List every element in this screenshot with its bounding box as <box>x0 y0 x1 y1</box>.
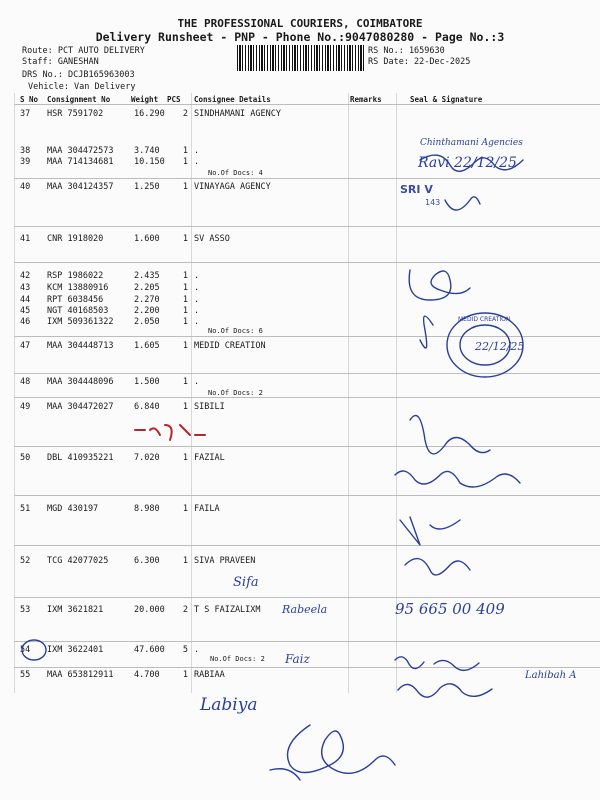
cell-sno: 54 <box>20 645 31 655</box>
cell-consignee: FAZIAL <box>194 453 225 463</box>
vehicle-label: Vehicle: Van Delivery <box>28 82 136 92</box>
cell-consignee: FAILA <box>194 504 220 514</box>
cell-consignment: MGD 430197 <box>47 504 99 514</box>
cell-weight: 8.980 <box>134 504 160 514</box>
cell-consignee: SV ASSO <box>194 234 230 244</box>
cell-sno: 43 <box>20 283 31 293</box>
handwriting-sifa: Sifa <box>233 575 259 590</box>
cell-pcs: 2 <box>182 109 188 119</box>
cell-sno: 52 <box>20 556 31 566</box>
cell-consignee: . <box>194 283 200 293</box>
cell-consignment: MAA 714134681 <box>47 157 114 167</box>
cell-sno: 39 <box>20 157 31 167</box>
cell-pcs: 2 <box>182 605 188 615</box>
cell-consignment: HSR 7591702 <box>47 109 104 119</box>
cell-pcs: 1 <box>182 317 188 327</box>
cell-weight: 7.020 <box>134 453 160 463</box>
cell-consignee: SIVA PRAVEEN <box>194 556 256 566</box>
cell-pcs: 1 <box>182 146 188 156</box>
route-label: Route: PCT AUTO DELIVERY <box>22 46 145 56</box>
drs-number: DRS No.: DCJB165963003 <box>22 70 135 80</box>
handwriting-lahibah: Lahibah A <box>525 670 577 681</box>
cell-consignment: MAA 304472027 <box>47 402 114 412</box>
cell-consignment: RPT 6038456 <box>47 295 104 305</box>
cell-consignment: TCG 42077025 <box>47 556 109 566</box>
cell-consignee: SINDHAMANI AGENCY <box>194 109 281 119</box>
staff-label: Staff: GANESHAN <box>22 57 99 67</box>
cell-consignee: . <box>194 295 200 305</box>
handwriting-chinthamani: Chinthamani Agencies <box>420 138 523 148</box>
signature-stroke <box>445 197 480 210</box>
red-mark <box>150 425 190 440</box>
cell-weight: 1.605 <box>134 341 160 351</box>
handwriting-labiya: Labiya <box>200 695 258 715</box>
cell-consignment: IXM 509361322 <box>47 317 114 327</box>
cell-consignee: . <box>194 271 200 281</box>
cell-sno: 46 <box>20 317 31 327</box>
cell-sno: 45 <box>20 306 31 316</box>
cell-pcs: 1 <box>182 295 188 305</box>
signature-stroke <box>405 559 470 575</box>
docs-count: No.Of Docs: 2 <box>210 655 265 663</box>
cell-pcs: 1 <box>182 670 188 680</box>
cell-consignee: SIBILI <box>194 402 225 412</box>
signature-stroke <box>288 725 396 773</box>
cell-consignment: MAA 304472573 <box>47 146 114 156</box>
cell-pcs: 1 <box>182 341 188 351</box>
cell-weight: 6.840 <box>134 402 160 412</box>
cell-pcs: 1 <box>182 283 188 293</box>
cell-consignee: VINAYAGA AGENCY <box>194 182 271 192</box>
cell-sno: 50 <box>20 453 31 463</box>
cell-consignee: . <box>194 306 200 316</box>
rs-number: RS No.: 1659630 <box>368 46 445 56</box>
cell-consignment: CNR 1918020 <box>47 234 104 244</box>
handwriting-faiz: Faiz <box>285 652 310 666</box>
cell-consignment: MAA 304124357 <box>47 182 114 192</box>
cell-weight: 1.600 <box>134 234 160 244</box>
sno-circle <box>22 640 46 660</box>
cell-weight: 2.050 <box>134 317 160 327</box>
docs-count: No.Of Docs: 4 <box>208 169 263 177</box>
signature-stroke <box>398 684 492 697</box>
cell-sno: 49 <box>20 402 31 412</box>
cell-weight: 3.740 <box>134 146 160 156</box>
cell-weight: 1.500 <box>134 377 160 387</box>
cell-consignment: RSP 1986022 <box>47 271 104 281</box>
cell-weight: 2.200 <box>134 306 160 316</box>
cell-pcs: 1 <box>182 157 188 167</box>
handwriting-rabeela: Rabeela <box>282 603 328 616</box>
signature-stroke <box>420 316 433 348</box>
cell-sno: 40 <box>20 182 31 192</box>
cell-pcs: 1 <box>182 402 188 412</box>
cell-weight: 10.150 <box>134 157 165 167</box>
cell-pcs: 1 <box>182 377 188 387</box>
docs-count: No.Of Docs: 2 <box>208 389 263 397</box>
cell-consignment: DBL 410935221 <box>47 453 114 463</box>
cell-consignee: . <box>194 645 200 655</box>
rs-date: RS Date: 22-Dec-2025 <box>368 57 471 67</box>
cell-weight: 2.205 <box>134 283 160 293</box>
cell-pcs: 1 <box>182 504 188 514</box>
col-sno: S No <box>20 95 39 104</box>
cell-consignment: MAA 653812911 <box>47 670 114 680</box>
signature-stroke <box>400 517 460 545</box>
cell-pcs: 1 <box>182 234 188 244</box>
col-remarks: Remarks <box>350 95 382 104</box>
col-consignee: Consignee Details <box>194 95 271 104</box>
cell-consignment: NGT 40168503 <box>47 306 109 316</box>
cell-sno: 55 <box>20 670 31 680</box>
signature-stroke <box>409 270 470 300</box>
cell-weight: 1.250 <box>134 182 160 192</box>
cell-sno: 51 <box>20 504 31 514</box>
cell-consignment: KCM 13880916 <box>47 283 109 293</box>
cell-consignee: . <box>194 146 200 156</box>
docs-count: No.Of Docs: 6 <box>208 327 263 335</box>
handwriting-ravi-date: Ravi 22/12/25 <box>418 155 517 171</box>
cell-sno: 53 <box>20 605 31 615</box>
col-consignment: Consignment No <box>47 95 111 104</box>
runsheet-title: Delivery Runsheet - PNP - Phone No.:9047080280 - Page No.:3 <box>95 30 505 44</box>
cell-weight: 6.300 <box>134 556 160 566</box>
stamp-sri-v: SRI V <box>400 183 433 196</box>
cell-sno: 44 <box>20 295 31 305</box>
cell-consignee: T S FAIZALIXM <box>194 605 261 615</box>
signature-stroke <box>395 471 520 487</box>
cell-sno: 48 <box>20 377 31 387</box>
col-pcs: PCS <box>167 95 181 104</box>
cell-consignment: MAA 304448096 <box>47 377 114 387</box>
cell-consignment: IXM 3622401 <box>47 645 104 655</box>
cell-weight: 47.600 <box>134 645 165 655</box>
cell-weight: 4.700 <box>134 670 160 680</box>
cell-weight: 20.000 <box>134 605 165 615</box>
cell-pcs: 1 <box>182 271 188 281</box>
cell-consignee: . <box>194 157 200 167</box>
cell-sno: 38 <box>20 146 31 156</box>
cell-pcs: 5 <box>182 645 188 655</box>
cell-weight: 2.435 <box>134 271 160 281</box>
red-mark <box>135 430 205 435</box>
col-weight: Weight <box>131 95 159 104</box>
cell-consignee: RABIAA <box>194 670 225 680</box>
cell-consignment: IXM 3621821 <box>47 605 104 615</box>
stamp-medid-text: MEDID CREATION <box>458 316 511 323</box>
signature-stroke <box>395 657 479 671</box>
cell-sno: 37 <box>20 109 31 119</box>
cell-pcs: 1 <box>182 556 188 566</box>
signature-stroke <box>410 416 490 454</box>
cell-weight: 16.290 <box>134 109 165 119</box>
cell-consignee: . <box>194 317 200 327</box>
handwriting-phone: 95 665 00 409 <box>395 600 505 618</box>
cell-pcs: 1 <box>182 453 188 463</box>
cell-consignee: . <box>194 377 200 387</box>
company-name: THE PROFESSIONAL COURIERS, COIMBATORE <box>177 17 423 30</box>
stamp-number: 143 <box>425 198 441 207</box>
cell-pcs: 1 <box>182 182 188 192</box>
cell-sno: 42 <box>20 271 31 281</box>
handwriting-medid-date: 22/12/25 <box>475 340 525 353</box>
cell-pcs: 1 <box>182 306 188 316</box>
cell-sno: 41 <box>20 234 31 244</box>
cell-consignee: MEDID CREATION <box>194 341 266 351</box>
cell-consignment: MAA 304448713 <box>47 341 114 351</box>
cell-weight: 2.270 <box>134 295 160 305</box>
col-seal-signature: Seal & Signature <box>410 95 483 104</box>
cell-sno: 47 <box>20 341 31 351</box>
